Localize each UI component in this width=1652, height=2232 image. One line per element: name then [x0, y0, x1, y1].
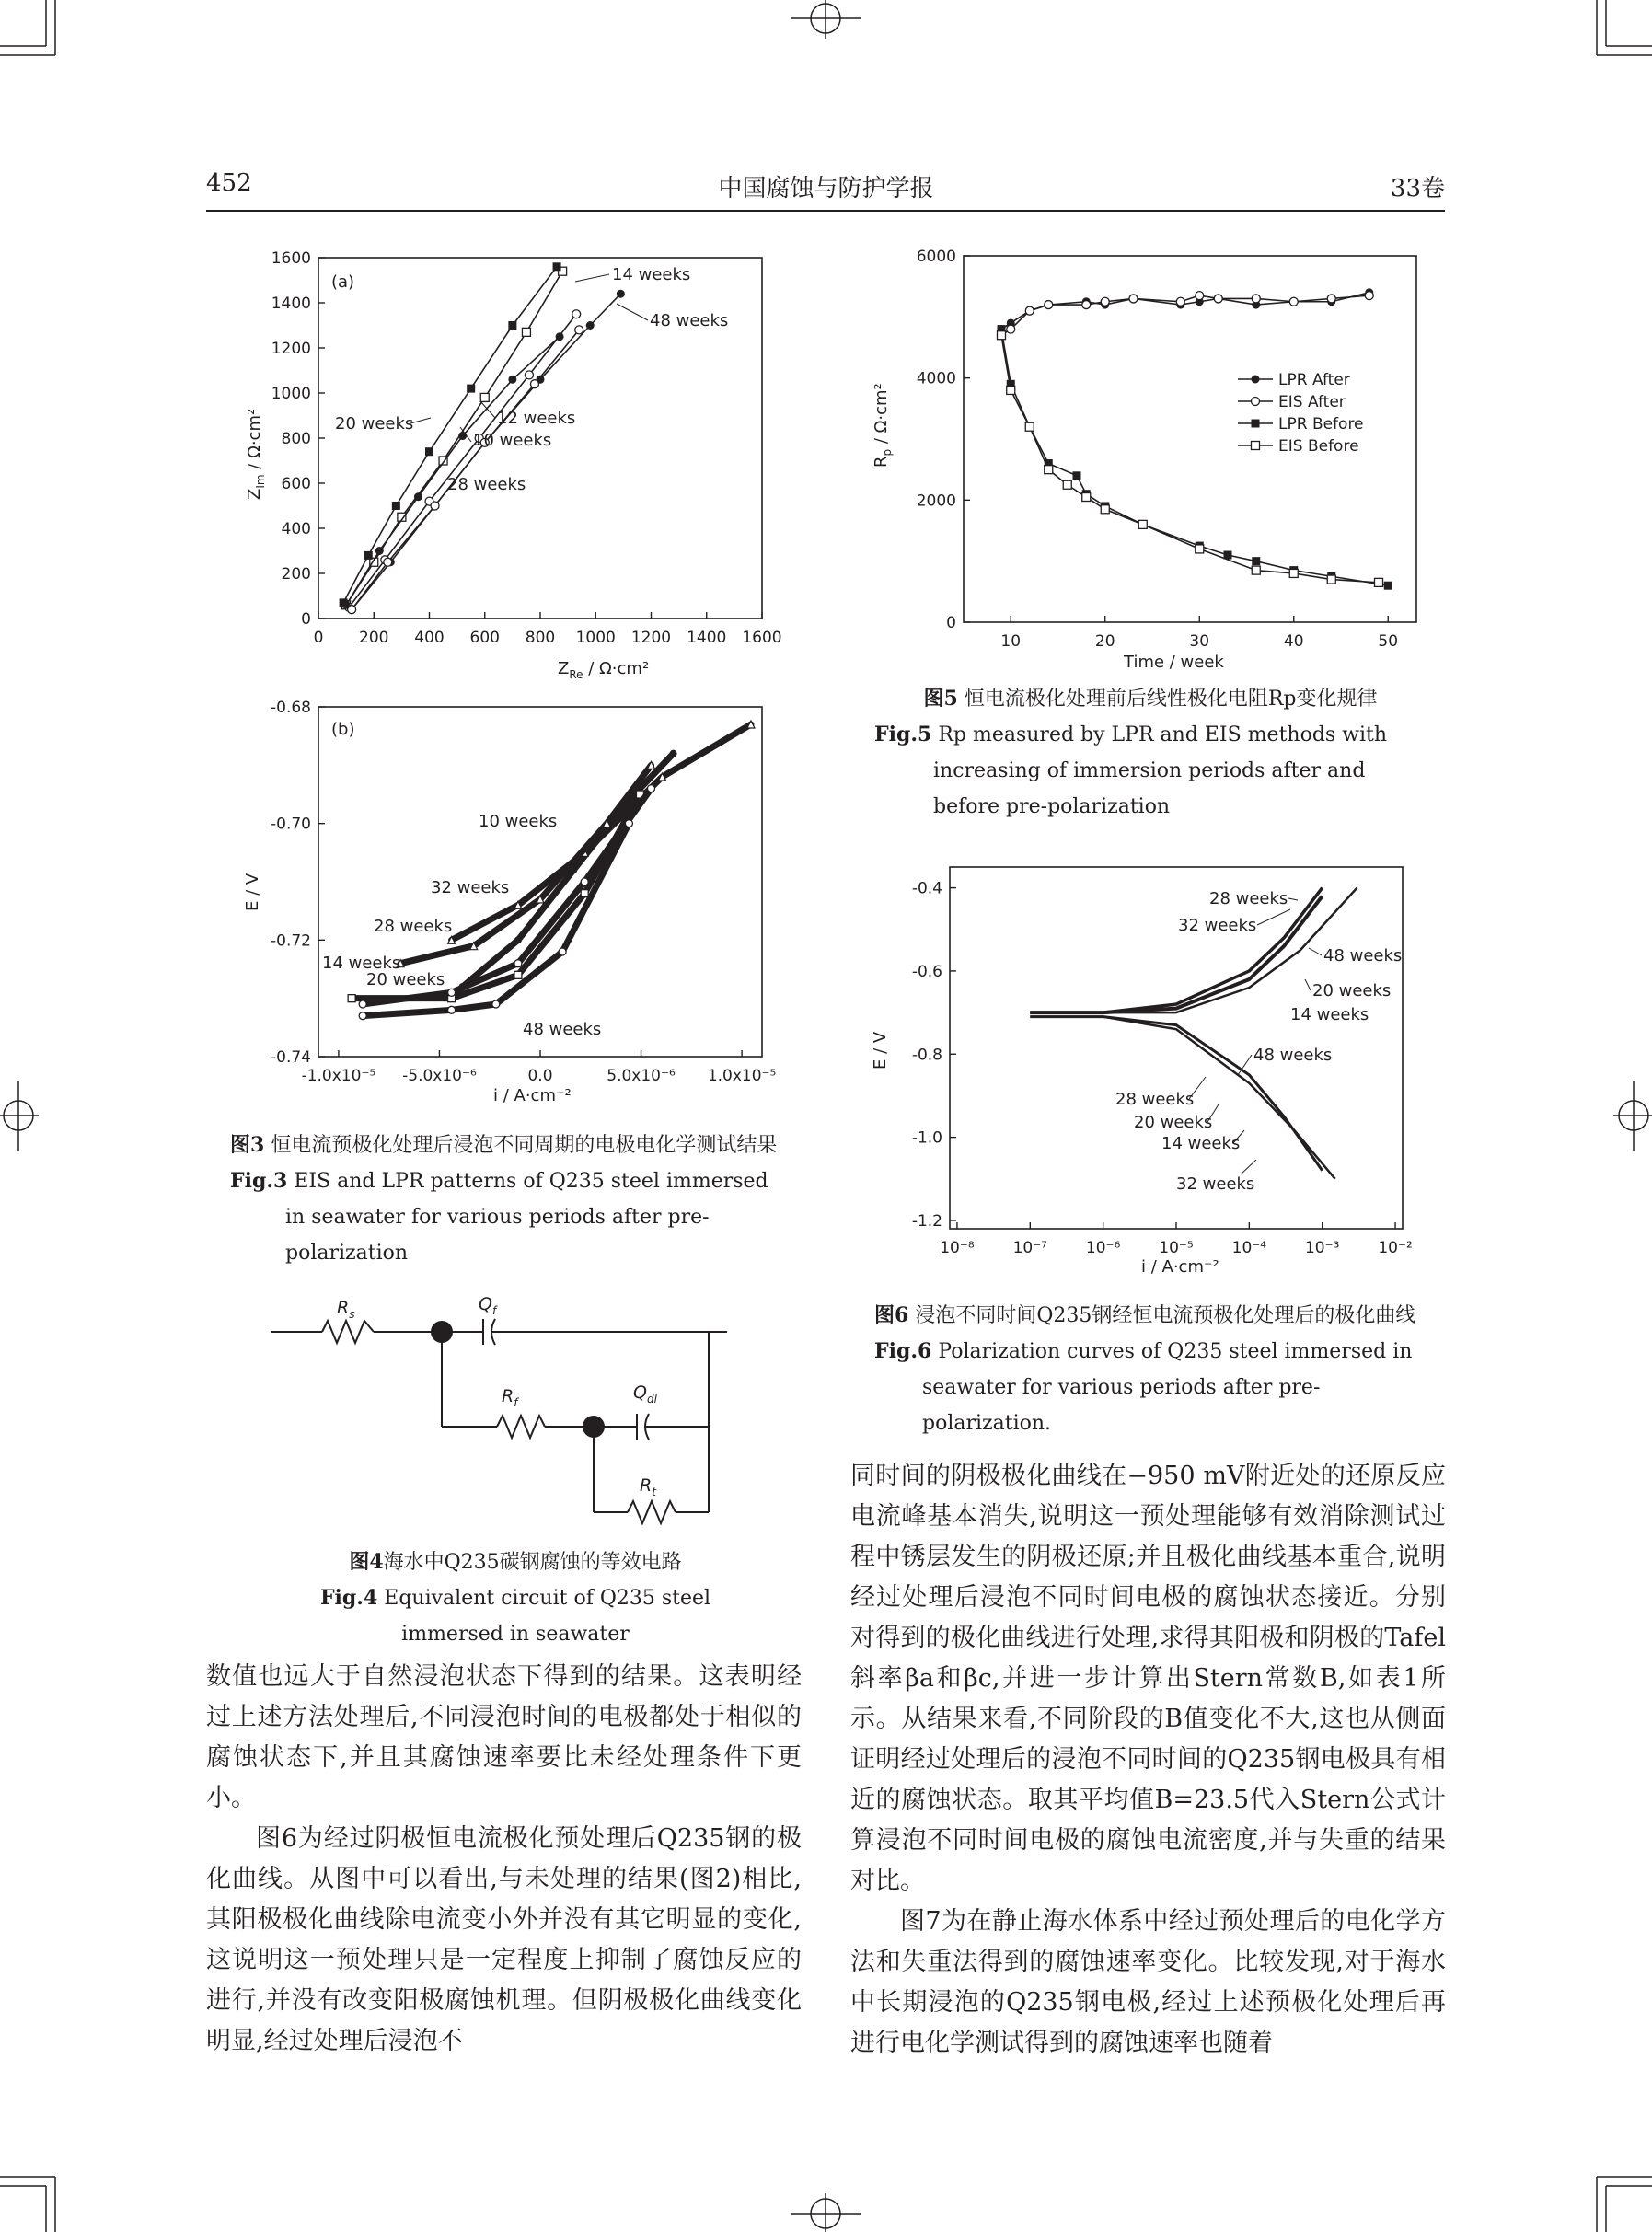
body-left-para-2: 图6为经过阴极恒电流极化预处理后Q235钢的极化曲线。从图中可以看出,与未处理的结果(图2)相比,其阳极极化曲线除电流变小外并没有其它明显的变化,这说明这一预处理只是一定程度上抑制了腐蚀反应的进行,并没有改变阳极腐蚀机理。但阴极极化曲线变化明显,经过处理后浸泡不 — [206, 1824, 802, 2055]
fig3-caption-en-label: Fig.3 — [230, 1169, 288, 1193]
fig4-caption-cn-label: 图4 — [349, 1550, 384, 1574]
fig3b-ylabel: E / V — [243, 873, 262, 911]
fig3b-ann-32w: 32 weeks — [431, 878, 510, 897]
fig3a-point-4-2 — [431, 502, 439, 510]
fig3b-xtick-label-2: 0.0 — [527, 1067, 553, 1085]
fig3a-chart — [230, 247, 782, 698]
fig4-caption — [267, 1544, 764, 1652]
fig6-caption-cn-label: 图6 — [874, 1303, 909, 1327]
fig6-ann-14w-c: 14 weeks — [1161, 1134, 1241, 1153]
fig3a-xtick-label-5: 1000 — [575, 629, 616, 647]
fig3b-point-5-2 — [492, 1000, 500, 1008]
body-left — [206, 1657, 802, 2062]
fig3a-point-1-6 — [553, 262, 561, 271]
fig5-point-1-13 — [1365, 292, 1373, 300]
fig5-legend-marker-0 — [1252, 376, 1260, 384]
fig6-xtick-label-0: 10⁻⁸ — [940, 1239, 975, 1257]
fig5-point-1-10 — [1252, 295, 1260, 303]
fig3a-xtick-label-0: 0 — [313, 629, 324, 647]
fig4-circuit — [267, 1284, 745, 1542]
fig3b-point-4-2 — [514, 960, 522, 967]
fig3-caption-cn-label: 图3 — [230, 1133, 265, 1157]
fig3a-panel-label: (a) — [331, 272, 355, 292]
body-right-para-2: 图7为在静止海水体系中经过预处理后的电化学方法和失重法得到的腐蚀速率变化。比较发现,对于海水中长期浸泡的Q235钢电极,经过上述预极化处理后再进行电化学测试得到的腐蚀速率也随着 — [850, 1907, 1446, 2057]
fig3a-point-1-3 — [425, 447, 433, 456]
fig5-point-1-3 — [1045, 301, 1053, 309]
fig6-ann-48w-a: 48 weeks — [1323, 946, 1403, 966]
fig5-xtick-label-1: 20 — [1094, 632, 1115, 651]
page-number: 452 — [206, 169, 252, 197]
fig6-ann-28w-c: 28 weeks — [1115, 1090, 1195, 1109]
fig3b-ann-48w: 48 weeks — [523, 1020, 602, 1039]
fig6-xtick-label-1: 10⁻⁷ — [1012, 1239, 1048, 1257]
fig3b-ann-20w: 20 weeks — [366, 970, 445, 989]
fig5-caption-cn-text: 恒电流极化处理前后线性极化电阻Rp变化规律 — [964, 688, 1378, 711]
fig3a-ylabel: $Z_{Im} / \Omega\cdot cm^2$ — [245, 408, 267, 500]
fig3a-xlabel: $Z_{Re} / \Omega\cdot cm^2$ — [558, 659, 650, 681]
fig6-xlabel: i / A·cm⁻² — [1141, 1257, 1219, 1277]
fig5-point-1-11 — [1289, 297, 1298, 306]
fig5-ytick-label-3: 6000 — [916, 248, 956, 266]
fig3a-ytick-label-4: 800 — [281, 430, 311, 448]
fig3a-xtick-label-2: 400 — [414, 629, 445, 647]
fig6-xtick-label-5: 10⁻³ — [1304, 1239, 1340, 1257]
fig3a-ytick-label-7: 1400 — [271, 295, 311, 313]
fig6-xtick-label-2: 10⁻⁶ — [1085, 1239, 1121, 1257]
fig3b-point-4-3 — [581, 878, 588, 885]
fig5-point-3-4 — [1063, 480, 1071, 489]
fig5-point-1-8 — [1196, 292, 1204, 300]
fig3a-ann-12w: 12 weeks — [497, 409, 576, 428]
fig4-label-rf: $R_f$ — [502, 1386, 518, 1409]
fig3b-point-3-0 — [348, 995, 355, 1002]
fig3a-xtick-label-1: 200 — [359, 629, 389, 647]
fig3b-xtick-label-4: 1.0x10⁻⁵ — [707, 1067, 777, 1085]
fig5-point-3-0 — [998, 331, 1006, 340]
fig3a-point-0-5 — [522, 328, 530, 336]
fig5-xtick-label-0: 10 — [1000, 632, 1022, 651]
fig3a-point-5-3 — [458, 432, 467, 440]
fig3a-ytick-label-0: 0 — [301, 610, 311, 629]
fig3b-point-0-1 — [514, 936, 522, 943]
fig4-caption-en — [267, 1580, 764, 1652]
fig3b-xtick-label-0: -1.0x10⁻⁵ — [301, 1067, 376, 1085]
fig3a-point-4-1 — [384, 558, 392, 566]
fig5-point-1-12 — [1327, 295, 1335, 303]
fig3a-point-5-4 — [508, 376, 516, 384]
fig5-ytick-label-0: 0 — [946, 614, 956, 632]
fig6-chart — [865, 856, 1436, 1289]
fig3a-ann-14w: 14 weeks — [612, 265, 691, 284]
fig5-point-3-9 — [1252, 566, 1260, 574]
fig5-xtick-label-4: 50 — [1378, 632, 1399, 651]
fig3-caption — [230, 1128, 791, 1271]
fig5-caption — [874, 681, 1427, 825]
fig5-point-1-9 — [1214, 295, 1222, 303]
body-left-para-1: 数值也远大于自然浸泡状态下得到的结果。这表明经过上述方法处理后,不同浸泡时间的电极都处于相似的腐蚀状态下,并且其腐蚀速率要比未经处理条件下更小。 — [206, 1662, 802, 1812]
fig4-node-2 — [583, 1416, 605, 1438]
fig3a-xtick-label-8: 1600 — [742, 629, 782, 647]
fig3b-ytick-label-3: -0.74 — [271, 1048, 311, 1067]
fig3a-ann-20w: 20 weeks — [335, 414, 414, 434]
fig3b-xlabel: i / A·cm⁻² — [493, 1086, 572, 1105]
fig3a-point-5-1 — [375, 547, 384, 555]
fig5-point-3-7 — [1138, 520, 1147, 528]
fig3a-xtick-label-7: 1400 — [687, 629, 727, 647]
fig3a-point-5-0 — [342, 601, 351, 609]
fig3b-point-5-0 — [359, 1012, 366, 1020]
fig5-point-1-1 — [1007, 325, 1015, 333]
fig5-legend-label-0: LPR After — [1278, 371, 1350, 389]
fig3a-point-2-6 — [617, 290, 625, 298]
fig3b-point-4-4 — [648, 785, 655, 792]
fig5-legend-marker-2 — [1252, 420, 1260, 428]
fig3a-point-5-2 — [414, 492, 422, 501]
fig6-ytick-label-0: -0.4 — [911, 879, 942, 898]
fig5-point-2-13 — [1384, 582, 1392, 590]
fig3b-ytick-label-1: -0.70 — [271, 815, 311, 834]
fig5-legend-label-2: LPR Before — [1278, 415, 1364, 434]
fig3a-ytick-label-2: 400 — [281, 520, 311, 538]
fig4-caption-en-text: Equivalent circuit of Q235 steel immersed in seawater — [384, 1587, 711, 1646]
fig3a-point-4-5 — [575, 326, 583, 334]
fig3b-point-3-3 — [581, 890, 588, 897]
fig3a-ann-28w: 28 weeks — [447, 475, 526, 494]
fig5-point-3-10 — [1289, 569, 1298, 577]
fig3a-point-4-4 — [530, 380, 538, 388]
fig5-point-1-4 — [1082, 301, 1091, 309]
fig5-point-3-3 — [1045, 466, 1053, 474]
fig3b-ann-14w: 14 weeks — [322, 954, 401, 973]
fig3a-point-1-2 — [392, 502, 400, 510]
fig3b-point-5-3 — [559, 948, 566, 955]
fig5-point-3-6 — [1101, 505, 1109, 514]
fig5-point-2-10 — [1252, 557, 1260, 565]
fig3b-point-0-4 — [670, 750, 677, 757]
fig3a-point-5-5 — [556, 332, 564, 341]
fig3a-ytick-label-6: 1200 — [271, 340, 311, 358]
fig6-caption-en-text: Polarization curves of Q235 steel immersed in seawater for various periods after pre-polarization. — [922, 1340, 1413, 1435]
fig5-caption-cn-label: 图5 — [923, 687, 958, 711]
fig3b-panel-label: (b) — [331, 720, 355, 739]
fig3b-ann-10w: 10 weeks — [479, 812, 558, 831]
fig5-point-3-5 — [1082, 493, 1091, 502]
fig3b-xtick-label-3: 5.0x10⁻⁶ — [607, 1067, 676, 1085]
fig5-legend-marker-1 — [1252, 398, 1260, 406]
fig3a-xtick-label-4: 800 — [525, 629, 556, 647]
fig3b-point-5-4 — [625, 820, 632, 827]
fig6-ann-32w-c: 32 weeks — [1176, 1174, 1255, 1194]
fig4-node-1 — [431, 1321, 453, 1343]
fig3b-xtick-label-1: -5.0x10⁻⁶ — [402, 1067, 477, 1085]
fig5-ytick-label-2: 4000 — [916, 369, 956, 388]
fig3a-ytick-label-5: 1000 — [271, 385, 311, 403]
fig5-point-3-1 — [1007, 386, 1015, 394]
fig6-caption-en — [874, 1334, 1427, 1441]
fig3b-ytick-label-2: -0.72 — [271, 931, 311, 951]
fig3a-point-0-4 — [480, 393, 489, 401]
fig3a-ann-10w: 10 weeks — [473, 431, 552, 450]
fig4-caption-cn-text: 海水中Q235碳钢腐蚀的等效电路 — [383, 1551, 682, 1574]
fig6-xtick-label-6: 10⁻² — [1378, 1239, 1413, 1257]
fig6-caption-cn — [874, 1298, 1427, 1334]
fig5-ytick-label-1: 2000 — [916, 492, 956, 511]
fig6-caption-en-label: Fig.6 — [874, 1339, 932, 1363]
fig3a-xtick-label-6: 1200 — [630, 629, 672, 647]
fig3a-point-3-5 — [572, 310, 581, 318]
fig6-ann-28w-a: 28 weeks — [1209, 889, 1288, 908]
fig3b-point-5-1 — [448, 1006, 456, 1013]
fig5-point-1-7 — [1176, 297, 1184, 306]
fig6-ann-20w-c: 20 weeks — [1134, 1113, 1213, 1132]
fig3b-ytick-label-0: -0.68 — [271, 699, 311, 717]
fig3a-ytick-label-8: 1600 — [271, 249, 311, 268]
fig5-point-3-11 — [1327, 575, 1335, 584]
fig5-caption-cn — [874, 681, 1427, 717]
fig3a-ann-48w: 48 weeks — [650, 311, 729, 330]
fig4-caption-en-label: Fig.4 — [319, 1586, 378, 1610]
fig3b-point-4-1 — [448, 989, 456, 996]
fig5-ylabel: $R_p / \Omega\cdot cm^2$ — [872, 383, 894, 468]
fig5-point-1-5 — [1101, 297, 1109, 306]
fig6-caption-cn-text: 浸泡不同时间Q235钢经恒电流预极化处理后的极化曲线 — [915, 1304, 1416, 1327]
fig5-point-1-2 — [1025, 306, 1034, 315]
fig5-legend-label-1: EIS After — [1278, 393, 1346, 411]
fig5-caption-en — [874, 717, 1427, 825]
fig5-point-3-12 — [1375, 578, 1383, 586]
header-rule — [206, 210, 1445, 212]
fig4-label-rt: $R_t$ — [640, 1475, 656, 1498]
journal-title: 中国腐蚀与防护学报 — [718, 175, 934, 202]
fig6-ann-48w-c: 48 weeks — [1253, 1046, 1333, 1065]
fig3b-point-4-0 — [359, 1000, 366, 1008]
fig3a-ytick-label-1: 200 — [281, 565, 311, 584]
fig6-series-1 — [1030, 896, 1322, 1012]
fig5-legend-label-3: EIS Before — [1278, 437, 1359, 456]
fig3-caption-en-text: EIS and LPR patterns of Q235 steel immersed in seawater for various periods after pre-polarization — [285, 1170, 768, 1265]
fig4-caption-cn — [267, 1544, 764, 1580]
fig5-point-3-2 — [1025, 422, 1034, 431]
fig3b-ann-28w: 28 weeks — [374, 917, 453, 936]
fig4-label-qf: $Q_f$ — [479, 1294, 497, 1317]
fig6-ytick-label-3: -1.0 — [911, 1128, 942, 1148]
fig5-caption-en-text: Rp measured by LPR and EIS methods with increasing of immersion periods after and before pre-polarization — [933, 723, 1388, 818]
fig5-series-0 — [1001, 293, 1369, 330]
fig4-label-qdl: $Q_{dl}$ — [633, 1382, 657, 1405]
fig6-ytick-label-1: -0.6 — [911, 962, 942, 981]
fig3a-point-1-5 — [508, 321, 516, 330]
fig3-caption-en — [230, 1163, 791, 1271]
volume: 33卷 — [1390, 175, 1445, 202]
fig6-ann-32w-a: 32 weeks — [1178, 916, 1257, 935]
fig3-caption-cn — [230, 1128, 791, 1163]
fig5-caption-en-label: Fig.5 — [874, 723, 932, 746]
fig6-ylabel: E / V — [871, 1031, 890, 1070]
fig6-ytick-label-4: -1.2 — [911, 1211, 942, 1231]
fig5-point-3-8 — [1196, 545, 1204, 553]
body-right-para-1: 同时间的阴极极化曲线在−950 mV附近处的还原反应电流峰基本消失,说明这一预处理能够有效消除测试过程中锈层发生的阴极还原;并且极化曲线基本重合,说明经过处理后浸泡不同时间电极的腐蚀状态接近。分别对得到的极化曲线进行处理,求得其阳极和阴极的Tafel斜率βa和βc,并进一步计算出Stern常数B,如表1所示。从结果来看,不同阶段的B值变化不大,这也从侧面证明经过处理后的浸泡不同时间的Q235钢电极具有相近的腐蚀状态。取其平均值B=23.5代入Stern公式计算浸泡不同时间电极的腐蚀电流密度,并与失重的结果对比。 — [850, 1462, 1446, 1895]
fig3a-point-3-4 — [525, 371, 533, 379]
fig6-ann-20w-a: 20 weeks — [1312, 981, 1392, 1000]
fig3a-point-2-5 — [586, 321, 595, 330]
fig3a-point-1-4 — [467, 385, 475, 393]
fig3a-xtick-label-3: 600 — [469, 629, 500, 647]
fig5-xtick-label-2: 30 — [1189, 632, 1210, 651]
fig6-xtick-label-4: 10⁻⁴ — [1231, 1239, 1267, 1257]
fig5-point-2-4 — [1073, 471, 1081, 480]
fig3-caption-cn-text: 恒电流预极化处理后浸泡不同周期的电极电化学测试结果 — [271, 1134, 778, 1157]
fig3b-point-3-2 — [514, 971, 522, 978]
fig3a-point-1-1 — [364, 551, 373, 560]
fig4-label-rs: $R_s$ — [337, 1298, 355, 1321]
fig6-xtick-label-3: 10⁻⁵ — [1159, 1239, 1194, 1257]
fig5-point-1-6 — [1129, 295, 1138, 303]
body-right — [850, 1456, 1446, 2064]
fig6-ytick-label-2: -0.8 — [911, 1046, 942, 1065]
fig6-ann-14w-a: 14 weeks — [1290, 1005, 1369, 1024]
fig5-legend-marker-3 — [1252, 442, 1260, 450]
fig5-chart — [861, 247, 1431, 679]
fig3b-chart — [230, 698, 782, 1121]
fig5-xtick-label-3: 40 — [1283, 632, 1304, 651]
fig3a-ytick-label-3: 600 — [281, 475, 311, 493]
fig5-xlabel: Time / week — [1124, 653, 1224, 672]
fig6-caption — [874, 1298, 1427, 1441]
